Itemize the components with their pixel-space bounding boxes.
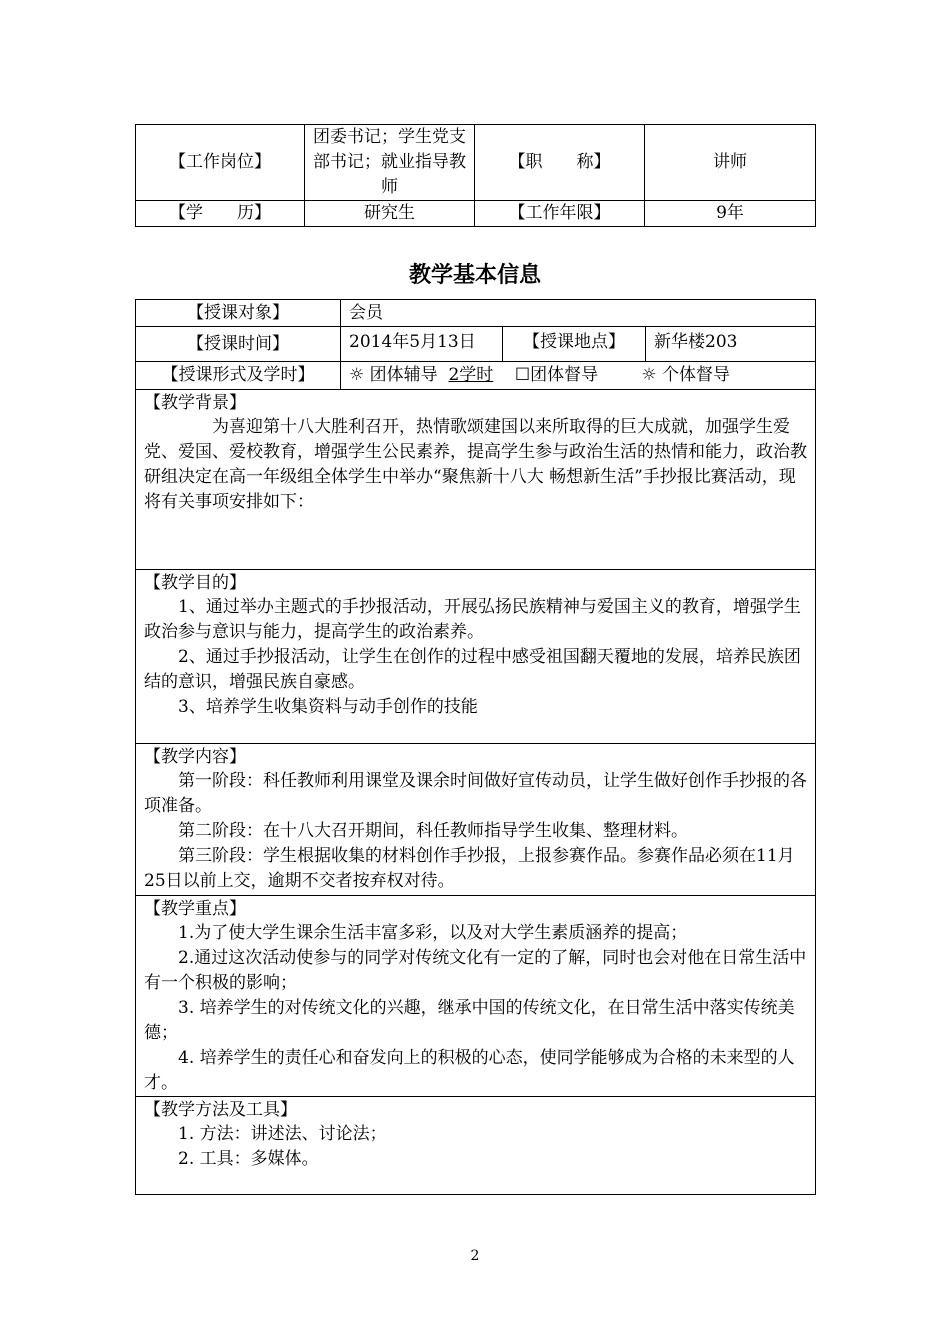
method-item: 1. 方法：讲述法、讨论法；: [178, 1124, 387, 1144]
key-point-item: 3. 培养学生的对传统文化的兴趣，继承中国的传统文化，在日常生活中落实传统美德；: [144, 998, 795, 1043]
title-value: 讲师: [645, 125, 816, 201]
objective-item: 3、培养学生收集资料与动手创作的技能: [178, 697, 478, 717]
objective-item: 1、通过举办主题式的手抄报活动，开展弘扬民族精神与爱国主义的教育，增强学生政治参与意识与能力，提高学生的政治素养。: [144, 597, 801, 642]
target-label: 【授课对象】: [136, 300, 341, 327]
content-section: [136, 744, 816, 896]
content-item: 第三阶段：学生根据收集的材料创作手抄报，上报参赛作品。参赛作品必须在11月25日以前上交，逾期不交者按弃权对待。: [144, 846, 795, 891]
form-hours: 2学时: [448, 365, 494, 385]
content-heading: 【教学内容】: [144, 747, 246, 767]
content-item: 第二阶段：在十八大召开期间，科任教师指导学生收集、整理材料。: [178, 821, 688, 841]
background-section: [136, 390, 816, 570]
method-item: 2. 工具：多媒体。: [178, 1149, 319, 1169]
place-label: 【授课地点】: [503, 327, 646, 362]
key-points-heading: 【教学重点】: [144, 899, 246, 919]
methods-heading: 【教学方法及工具】: [144, 1100, 297, 1120]
place-value: 新华楼203: [646, 327, 816, 362]
job-value: 团委书记；学生党支部书记；就业指导教师: [305, 125, 475, 201]
objectives-section: [136, 570, 816, 744]
form-options: [341, 362, 816, 390]
years-value: 9年: [645, 201, 816, 227]
objective-item: 2、通过手抄报活动，让学生在创作的过程中感受祖国翻天覆地的发展，培养民族团结的意识，增强民族自豪感。: [144, 647, 801, 692]
education-label: 【学 历】: [136, 201, 305, 227]
form-option-individual-supervision: ☼ 个体督导: [641, 365, 731, 385]
background-text: 为喜迎第十八大胜利召开，热情歌颂建国以来所取得的巨大成就，加强学生爱党、爱国、爱校教育，增强学生公民素养，提高学生参与政治生活的热情和能力，政治教研组决定在高一年级组全体学生中举办“聚焦新十八大 畅想新生活”手抄报比赛活动，现将有关事项安排如下：: [144, 417, 807, 512]
title-label: 【职 称】: [475, 125, 645, 201]
education-value: 研究生: [305, 201, 475, 227]
methods-section: [136, 1097, 816, 1195]
page-number: 2: [470, 1248, 480, 1264]
years-label: 【工作年限】: [475, 201, 645, 227]
time-value: 2014年5月13日: [341, 327, 503, 362]
target-value: 会员: [341, 300, 816, 327]
key-point-item: 2.通过这次活动使参与的同学对传统文化有一定的了解，同时也会对他在日常生活中有一个积极的影响；: [144, 948, 807, 993]
form-label: 【授课形式及学时】: [136, 362, 341, 390]
info-table: [135, 124, 816, 227]
key-point-item: 1.为了使大学生课余生活丰富多彩，以及对大学生素质涵养的提高；: [178, 923, 688, 943]
key-points-section: [136, 896, 816, 1097]
job-label: 【工作岗位】: [136, 125, 305, 201]
objectives-heading: 【教学目的】: [144, 573, 246, 593]
section-title: 教学基本信息: [408, 263, 541, 288]
form-option-group-supervision: ☐团体督导: [514, 365, 599, 385]
content-item: 第一阶段：科任教师利用课堂及课余时间做好宣传动员，让学生做好创作手抄报的各项准备。: [144, 771, 807, 816]
background-heading: 【教学背景】: [144, 393, 246, 413]
form-option-group-counseling: ☼ 团体辅导: [349, 365, 438, 385]
time-label: 【授课时间】: [136, 327, 341, 362]
teaching-table: [135, 299, 816, 1195]
key-point-item: 4. 培养学生的责任心和奋发向上的积极的心态，使同学能够成为合格的未来型的人才。: [144, 1048, 795, 1093]
